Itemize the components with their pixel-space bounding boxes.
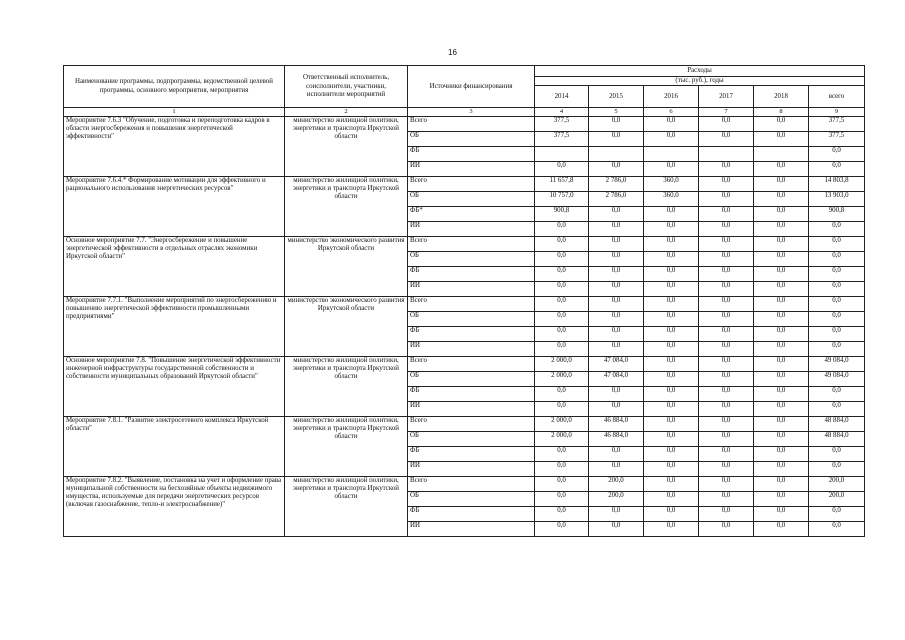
year-value: 0,0 [754,297,809,312]
funding-source: Всего [408,237,535,252]
year-value: 0,0 [644,327,699,342]
year-value: 0,0 [589,312,644,327]
header-name: Наименование программы, подпрограммы, ведомственной целевой программы, основного мероприятия, мероприятия [64,66,285,108]
year-value: 0,0 [699,492,754,507]
funding-source: ИИ [408,222,535,237]
year-value: 2 000,0 [535,432,589,447]
table-row [64,237,865,252]
header-year: 2014 [535,86,589,108]
funding-source: ИИ [408,162,535,177]
measure-executor: министерство экономического развития Иркутской области [285,297,408,357]
funding-source: ОБ [408,372,535,387]
funding-source: Всего [408,477,535,492]
year-value: 0,0 [699,192,754,207]
year-value: 0,0 [589,207,644,222]
total-value: 0,0 [809,507,865,522]
year-value: 0,0 [644,342,699,357]
year-value: 0,0 [699,222,754,237]
year-value: 47 084,0 [589,357,644,372]
year-value: 0,0 [699,327,754,342]
year-value: 0,0 [535,462,589,477]
year-value: 377,5 [535,132,589,147]
year-value: 0,0 [644,252,699,267]
column-number: 3 [408,108,535,117]
total-value: 0,0 [809,222,865,237]
column-number: 5 [589,108,644,117]
total-value: 900,8 [809,207,865,222]
year-value: 0,0 [699,522,754,537]
year-value [644,147,699,162]
column-number: 7 [699,108,754,117]
total-value: 0,0 [809,522,865,537]
year-value: 0,0 [699,117,754,132]
year-value: 200,0 [589,492,644,507]
funding-source: ФБ [408,267,535,282]
year-value: 2 000,0 [535,417,589,432]
year-value: 0,0 [699,462,754,477]
funding-source: Всего [408,177,535,192]
year-value: 0,0 [754,462,809,477]
year-value [589,147,644,162]
year-value: 0,0 [754,252,809,267]
table-body [64,117,865,537]
total-value: 13 903,0 [809,192,865,207]
year-value: 0,0 [644,432,699,447]
year-value: 47 084,0 [589,372,644,387]
year-value: 0,0 [754,372,809,387]
header-expenses: Расходы [535,66,865,77]
table-row [64,177,865,192]
column-number: 2 [285,108,408,117]
header-executor: Ответственный исполнитель, соисполнители, участники, исполнители мероприятий [285,66,408,108]
total-value: 377,5 [809,132,865,147]
year-value: 0,0 [535,447,589,462]
measure-name: Мероприятие 7.8.2. "Выявление, постановка на учет и оформление права муниципальной собственности на бесхозяйные объекты недвижимого имущества, используемые для передачи энергетических ресурсов (включая газоснабжение, тепло-и электроснабжение)" [64,477,285,537]
financing-table [63,65,865,537]
funding-source: ИИ [408,462,535,477]
year-value: 0,0 [699,207,754,222]
year-value: 0,0 [644,447,699,462]
total-value: 0,0 [809,387,865,402]
total-value: 0,0 [809,312,865,327]
year-value: 0,0 [535,342,589,357]
year-value: 2 786,0 [589,192,644,207]
year-value: 0,0 [754,447,809,462]
funding-source: ОБ [408,432,535,447]
funding-source: Всего [408,117,535,132]
year-value: 0,0 [644,402,699,417]
header-year: 2017 [699,86,754,108]
year-value: 0,0 [644,237,699,252]
year-value: 900,8 [535,207,589,222]
funding-source: ФБ [408,447,535,462]
total-value: 0,0 [809,147,865,162]
year-value: 0,0 [699,417,754,432]
total-value: 0,0 [809,267,865,282]
header-source: Источники финансирования [408,66,535,108]
year-value: 0,0 [754,267,809,282]
year-value: 0,0 [535,327,589,342]
year-value: 0,0 [644,207,699,222]
year-value: 0,0 [754,477,809,492]
year-value: 0,0 [535,162,589,177]
year-value: 0,0 [644,312,699,327]
year-value: 0,0 [754,357,809,372]
year-value: 200,0 [589,477,644,492]
year-value: 0,0 [644,387,699,402]
year-value: 0,0 [589,327,644,342]
funding-source: ИИ [408,522,535,537]
year-value: 0,0 [699,252,754,267]
year-value: 0,0 [535,282,589,297]
year-value: 0,0 [589,162,644,177]
year-value: 0,0 [589,297,644,312]
measure-name: Основное мероприятие 7.8. "Повышение энергетической эффективности инженерной инфраструктуры государственной собственности и собственности муниципальных образований Иркутской области" [64,357,285,417]
year-value: 0,0 [535,237,589,252]
funding-source: ОБ [408,312,535,327]
column-number: 8 [754,108,809,117]
year-value: 0,0 [699,312,754,327]
year-value: 0,0 [644,162,699,177]
year-value: 0,0 [699,402,754,417]
year-value: 0,0 [754,402,809,417]
year-value: 360,0 [644,192,699,207]
year-value: 360,0 [644,177,699,192]
year-value: 0,0 [535,507,589,522]
total-value: 200,0 [809,477,865,492]
table-row [64,357,865,372]
year-value: 0,0 [589,507,644,522]
header-units: (тыс. руб.), годы [535,77,865,86]
funding-source: ОБ [408,192,535,207]
measure-name: Мероприятие 7.7.1. "Выполнение мероприятий по энергосбережению и повышению энергетической эффективности промышленными предприятиями" [64,297,285,357]
year-value: 11 657,8 [535,177,589,192]
total-value: 48 884,0 [809,432,865,447]
total-value: 0,0 [809,237,865,252]
total-value: 0,0 [809,462,865,477]
table-row [64,417,865,432]
year-value: 0,0 [699,267,754,282]
year-value: 2 000,0 [535,357,589,372]
year-value: 0,0 [589,222,644,237]
column-number-row [64,108,865,117]
year-value: 0,0 [535,222,589,237]
funding-source: Всего [408,297,535,312]
year-value: 46 884,0 [589,417,644,432]
total-value: 0,0 [809,282,865,297]
column-number: 6 [644,108,699,117]
year-value: 0,0 [644,417,699,432]
year-value: 0,0 [754,432,809,447]
column-number: 4 [535,108,589,117]
year-value: 10 757,0 [535,192,589,207]
year-value: 0,0 [754,282,809,297]
measure-executor: министерство жилищной политики, энергетики и транспорта Иркутской области [285,117,408,177]
funding-source: ИИ [408,402,535,417]
total-value: 377,5 [809,117,865,132]
header-year: 2018 [754,86,809,108]
measure-name: Мероприятие 7.6.3 "Обучение, подготовка и переподготовка кадров в области энергосбережения и повышения энергетической эффективности" [64,117,285,177]
year-value [535,147,589,162]
year-value: 0,0 [644,297,699,312]
year-value: 0,0 [535,252,589,267]
total-value: 14 803,8 [809,177,865,192]
year-value: 0,0 [644,477,699,492]
year-value: 0,0 [644,282,699,297]
measure-executor: министерство жилищной политики, энергетики и транспорта Иркутской области [285,417,408,477]
measure-executor: министерство экономического развития Иркутской области [285,237,408,297]
year-value: 0,0 [589,237,644,252]
year-value: 0,0 [644,492,699,507]
year-value: 0,0 [699,507,754,522]
total-value: 48 884,0 [809,417,865,432]
year-value: 0,0 [699,357,754,372]
year-value: 0,0 [589,342,644,357]
funding-source: ИИ [408,342,535,357]
year-value: 0,0 [535,297,589,312]
year-value: 0,0 [699,477,754,492]
header-year-total: всего [809,86,865,108]
year-value: 0,0 [589,402,644,417]
page-number: 16 [448,48,457,57]
year-value: 0,0 [644,132,699,147]
year-value: 0,0 [754,312,809,327]
measure-name: Основное мероприятие 7.7. "Энергосбережение и повышение энергетической эффективности в отдельных отраслях экономики Иркутской области" [64,237,285,297]
year-value: 0,0 [644,507,699,522]
year-value: 0,0 [589,387,644,402]
year-value: 0,0 [699,387,754,402]
year-value: 0,0 [754,177,809,192]
year-value: 0,0 [699,162,754,177]
year-value: 0,0 [589,462,644,477]
year-value [699,147,754,162]
measure-executor: министерство жилищной политики, энергетики и транспорта Иркутской области [285,177,408,237]
year-value: 0,0 [589,132,644,147]
table-row [64,477,865,492]
year-value: 0,0 [644,222,699,237]
year-value: 0,0 [644,522,699,537]
total-value: 0,0 [809,252,865,267]
year-value: 0,0 [754,192,809,207]
year-value: 0,0 [699,342,754,357]
header-year: 2016 [644,86,699,108]
total-value: 0,0 [809,162,865,177]
year-value: 0,0 [699,237,754,252]
header-year: 2015 [589,86,644,108]
year-value: 0,0 [589,522,644,537]
funding-source: ФБ [408,327,535,342]
year-value: 0,0 [699,297,754,312]
column-number: 1 [64,108,285,117]
year-value: 2 786,0 [589,177,644,192]
total-value: 0,0 [809,402,865,417]
column-number: 9 [809,108,865,117]
measure-executor: министерство жилищной политики, энергетики и транспорта Иркутской области [285,357,408,417]
table-row [64,117,865,132]
year-value: 0,0 [699,372,754,387]
year-value: 0,0 [535,402,589,417]
year-value: 2 000,0 [535,372,589,387]
table-row [64,297,865,312]
funding-source: ФБ [408,507,535,522]
year-value: 0,0 [754,162,809,177]
table-header [64,66,865,117]
year-value: 0,0 [699,132,754,147]
year-value: 0,0 [754,507,809,522]
year-value: 0,0 [754,342,809,357]
year-value: 0,0 [535,477,589,492]
year-value: 0,0 [699,282,754,297]
year-value: 0,0 [754,417,809,432]
funding-source: ОБ [408,132,535,147]
funding-source: Всего [408,357,535,372]
year-value: 0,0 [699,447,754,462]
year-value [754,147,809,162]
year-value: 0,0 [535,312,589,327]
year-value: 0,0 [644,372,699,387]
year-value: 377,5 [535,117,589,132]
year-value: 0,0 [589,267,644,282]
year-value: 0,0 [754,117,809,132]
year-value: 0,0 [754,222,809,237]
measure-executor: министерство жилищной политики, энергетики и транспорта Иркутской области [285,477,408,537]
funding-source: ФБ [408,387,535,402]
year-value: 0,0 [535,492,589,507]
year-value: 0,0 [754,237,809,252]
year-value: 0,0 [754,132,809,147]
year-value: 0,0 [644,267,699,282]
funding-source: ФБ [408,147,535,162]
year-value: 0,0 [754,207,809,222]
total-value: 49 084,0 [809,372,865,387]
year-value: 0,0 [535,387,589,402]
year-value: 0,0 [589,447,644,462]
funding-source: ФБ* [408,207,535,222]
year-value: 46 884,0 [589,432,644,447]
year-value: 0,0 [754,492,809,507]
funding-source: ОБ [408,252,535,267]
year-value: 0,0 [754,522,809,537]
total-value: 0,0 [809,327,865,342]
year-value: 0,0 [535,267,589,282]
funding-source: Всего [408,417,535,432]
year-value: 0,0 [754,387,809,402]
year-value: 0,0 [754,327,809,342]
year-value: 0,0 [535,522,589,537]
total-value: 49 084,0 [809,357,865,372]
measure-name: Мероприятие 7.6.4.* Формирование мотивации для эффективного и рационального использования энергетических ресурсов" [64,177,285,237]
year-value: 0,0 [644,462,699,477]
total-value: 0,0 [809,447,865,462]
total-value: 0,0 [809,342,865,357]
measure-name: Мероприятие 7.8.1. "Развитие электросетевого комплекса Иркутской области" [64,417,285,477]
funding-source: ОБ [408,492,535,507]
year-value: 0,0 [589,252,644,267]
year-value: 0,0 [589,282,644,297]
funding-source: ИИ [408,282,535,297]
total-value: 200,0 [809,492,865,507]
total-value: 0,0 [809,297,865,312]
year-value: 0,0 [699,177,754,192]
year-value: 0,0 [644,117,699,132]
year-value: 0,0 [644,357,699,372]
year-value: 0,0 [589,117,644,132]
year-value: 0,0 [699,432,754,447]
